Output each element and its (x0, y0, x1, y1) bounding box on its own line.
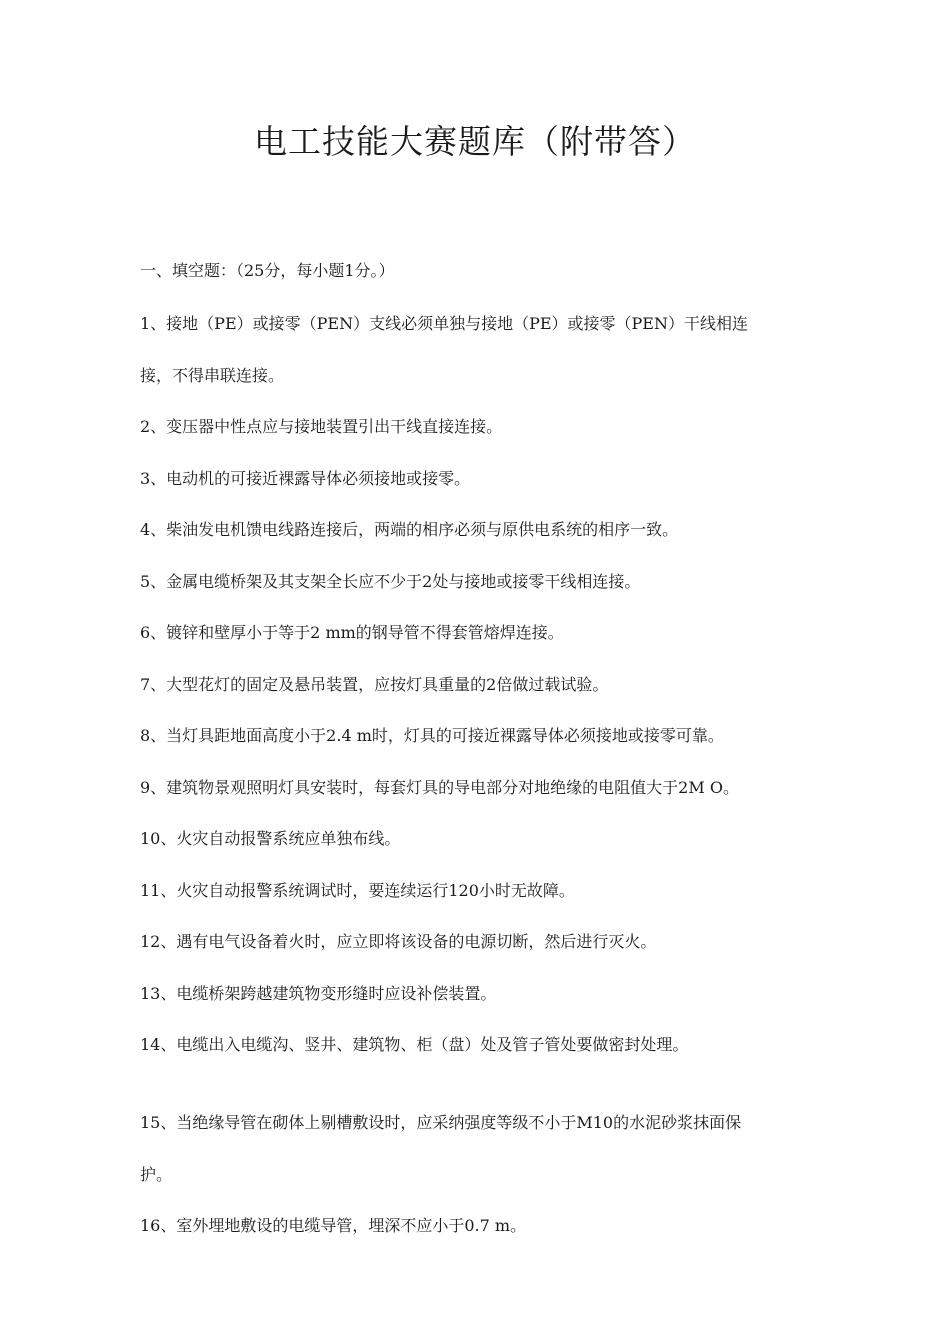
question-line: 4、柴油发电机馈电线路连接后，两端的相序必须与原供电系统的相序一致。 (140, 520, 679, 539)
question-line: 8、当灯具距地面高度小于2.4 m时，灯具的可接近裸露导体必须接地或接零可靠。 (140, 726, 724, 745)
question-line: 1、接地（PE）或接零（PEN）支线必须单独与接地（PE）或接零（PEN）干线相连 (140, 314, 748, 333)
question-line: 护。 (140, 1165, 173, 1184)
question-line: 14、电缆出入电缆沟、竖井、建筑物、柜（盘）处及管子管处要做密封处理。 (140, 1035, 689, 1054)
document-title: 电工技能大赛题库（附带答） (254, 122, 696, 161)
question-line: 6、镀锌和壁厚小于等于2 mm的钢导管不得套管熔焊连接。 (140, 623, 564, 642)
question-line: 5、金属电缆桥架及其支架全长应不少于2处与接地或接零干线相连接。 (140, 572, 641, 591)
question-line: 16、室外埋地敷设的电缆导管，埋深不应小于0.7 m。 (140, 1216, 527, 1235)
question-line: 10、火灾自动报警系统应单独布线。 (140, 829, 401, 848)
question-line: 9、建筑物景观照明灯具安装时，每套灯具的导电部分对地绝缘的电阻值大于2M O。 (140, 778, 739, 797)
question-line: 2、变压器中性点应与接地装置引出干线直接连接。 (140, 417, 503, 436)
question-line: 15、当绝缘导管在砌体上剔槽敷设时，应采纳强度等级不小于M10的水泥砂浆抹面保 (140, 1113, 742, 1132)
question-line: 13、电缆桥架跨越建筑物变形缝时应设补偿装置。 (140, 984, 497, 1003)
question-line: 12、遇有电气设备着火时，应立即将该设备的电源切断，然后进行灭火。 (140, 932, 657, 951)
question-line: 11、火灾自动报警系统调试时，要连续运行120小时无故障。 (140, 881, 575, 900)
question-line: 3、电动机的可接近裸露导体必须接地或接零。 (140, 469, 471, 488)
section-heading: 一、填空题：（25分，每小题1分。） (140, 261, 395, 280)
question-line: 7、大型花灯的固定及悬吊装置，应按灯具重量的2倍做过载试验。 (140, 675, 609, 694)
question-line: 接，不得串联连接。 (140, 366, 285, 385)
